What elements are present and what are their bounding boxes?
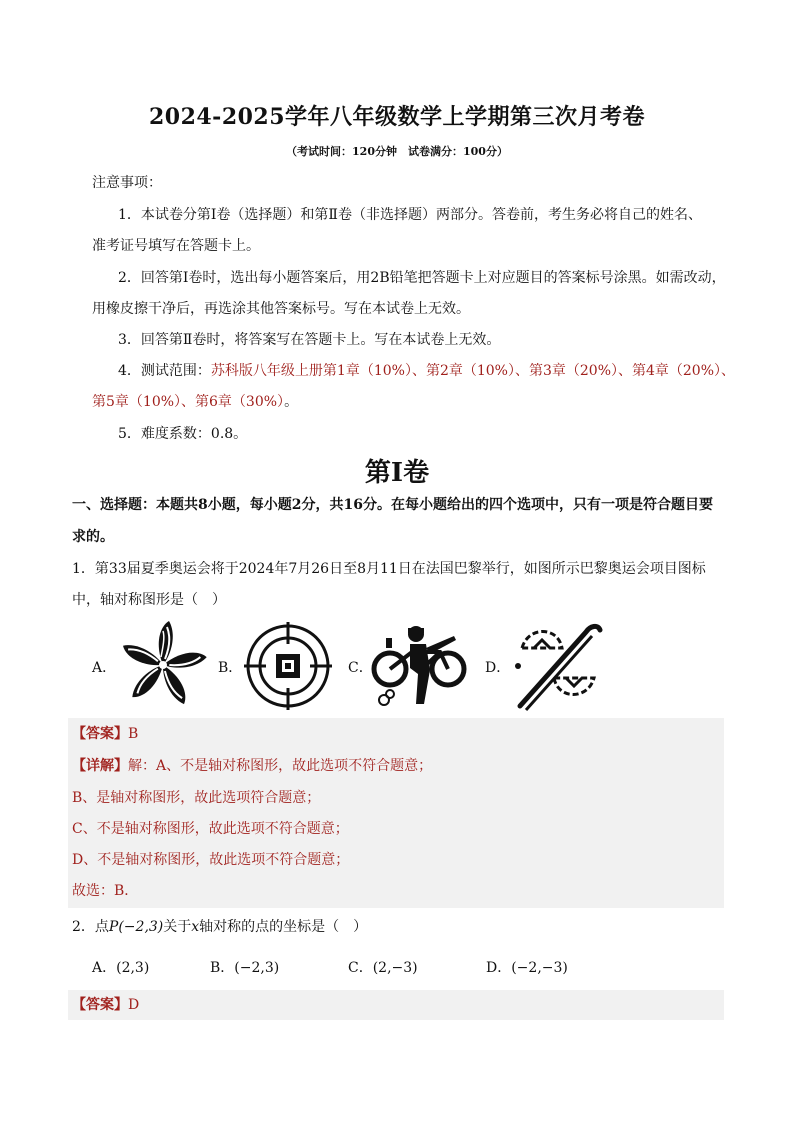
test-scope-b: 第5章（10%）、第6章（30%） [92,394,285,410]
exam-info: （考试时间：120分钟 试卷满分：100分） [286,145,508,158]
q2-stem-post: 轴对称的点的坐标是（ ） [199,919,368,935]
notice-item-4-prefix: 4．测试范围： [118,363,211,379]
q2-answer [72,995,139,1015]
page-title: 2024-2025学年八年级数学上学期第三次月考卷 [148,104,646,130]
hockey-icon [508,618,608,718]
notice-item-4-suffix: 。 [284,394,299,410]
q1-option-c-label: C． [348,660,373,676]
notice-item-1b: 准考证号填写在答题卡上。 [92,238,260,254]
answer-value: B [128,726,139,742]
detail-text: 解：A、不是轴对称图形，故此选项不符合题意； [128,758,433,774]
q1-answer [72,724,138,744]
test-scope-a: 苏科版八年级上册第1章（10%）、第2章（10%）、第3章（20%）、第4章（20%）、 [210,363,736,379]
notice-item-3: 3．回答第Ⅱ卷时，将答案写在答题卡上。写在本试卷上无效。 [118,332,501,348]
answer-tag: 【答案】 [72,726,128,742]
q1-stem-b: 中，轴对称图形是（ ） [72,592,226,608]
notice-item-4a [118,361,735,381]
q1-answer-block [68,718,724,908]
part1-instruction-b: 求的。 [72,529,114,545]
notice-heading: 注意事项： [92,175,162,191]
pinwheel-icon [115,618,215,717]
cyclist-icon [370,622,470,716]
q1-detail-4: D、不是轴对称图形，故此选项不符合题意； [72,852,350,868]
q1-option-d-label: D． [485,660,511,676]
section-title: 第Ⅰ卷 [364,458,430,488]
detail-tag: 【详解】 [72,758,128,774]
q1-detail-3: C、不是轴对称图形，故此选项不符合题意； [72,821,349,837]
notice-item-5: 5．难度系数：0.8。 [118,426,248,442]
q1-option-a-label: A． [92,660,117,676]
q2-option-a: A．(2,3) [92,960,150,976]
notice-item-4b [92,392,298,412]
notice-item-2a: 2．回答第Ⅰ卷时，选出每小题答案后，用2B铅笔把答题卡上对应题目的答案标号涂黑。如需改动， [118,270,726,286]
q2-point: P(−2,3) [108,919,164,935]
answer-tag: 【答案】 [72,997,128,1013]
q2-stem-mid: 关于 [163,919,192,935]
q1-stem-a: 1．第33届夏季奥运会将于2024年7月26日至8月11日在法国巴黎举行，如图所示巴黎奥运会项目图标 [72,561,706,577]
target-icon [242,620,334,716]
answer-value: D [128,997,140,1013]
part1-instruction-a: 一、选择题：本题共8小题，每小题2分，共16分。在每小题给出的四个选项中，只有一项是符合题目要 [72,497,713,513]
notice-item-1a: 1．本试卷分第Ⅰ卷（选择题）和第Ⅱ卷（非选择题）两部分。答卷前，考生务必将自己的姓名、 [118,207,702,223]
notice-item-2b: 用橡皮擦干净后，再选涂其他答案标号。写在本试卷上无效。 [92,301,470,317]
q1-detail-2: B、是轴对称图形，故此选项符合题意； [72,790,321,806]
q2-stem [72,917,367,937]
q2-axis: x [191,919,200,935]
q2-option-d: D．(−2,−3) [486,960,568,976]
q1-option-b-label: B． [218,660,243,676]
q2-stem-pre: 2．点 [72,919,109,935]
q2-option-b: B．(−2,3) [210,960,280,976]
q1-detail-1 [72,756,432,776]
q1-detail-5: 故选：B． [72,883,139,899]
q2-option-c: C．(2,−3) [348,960,418,976]
q2-answer-block [68,990,724,1020]
